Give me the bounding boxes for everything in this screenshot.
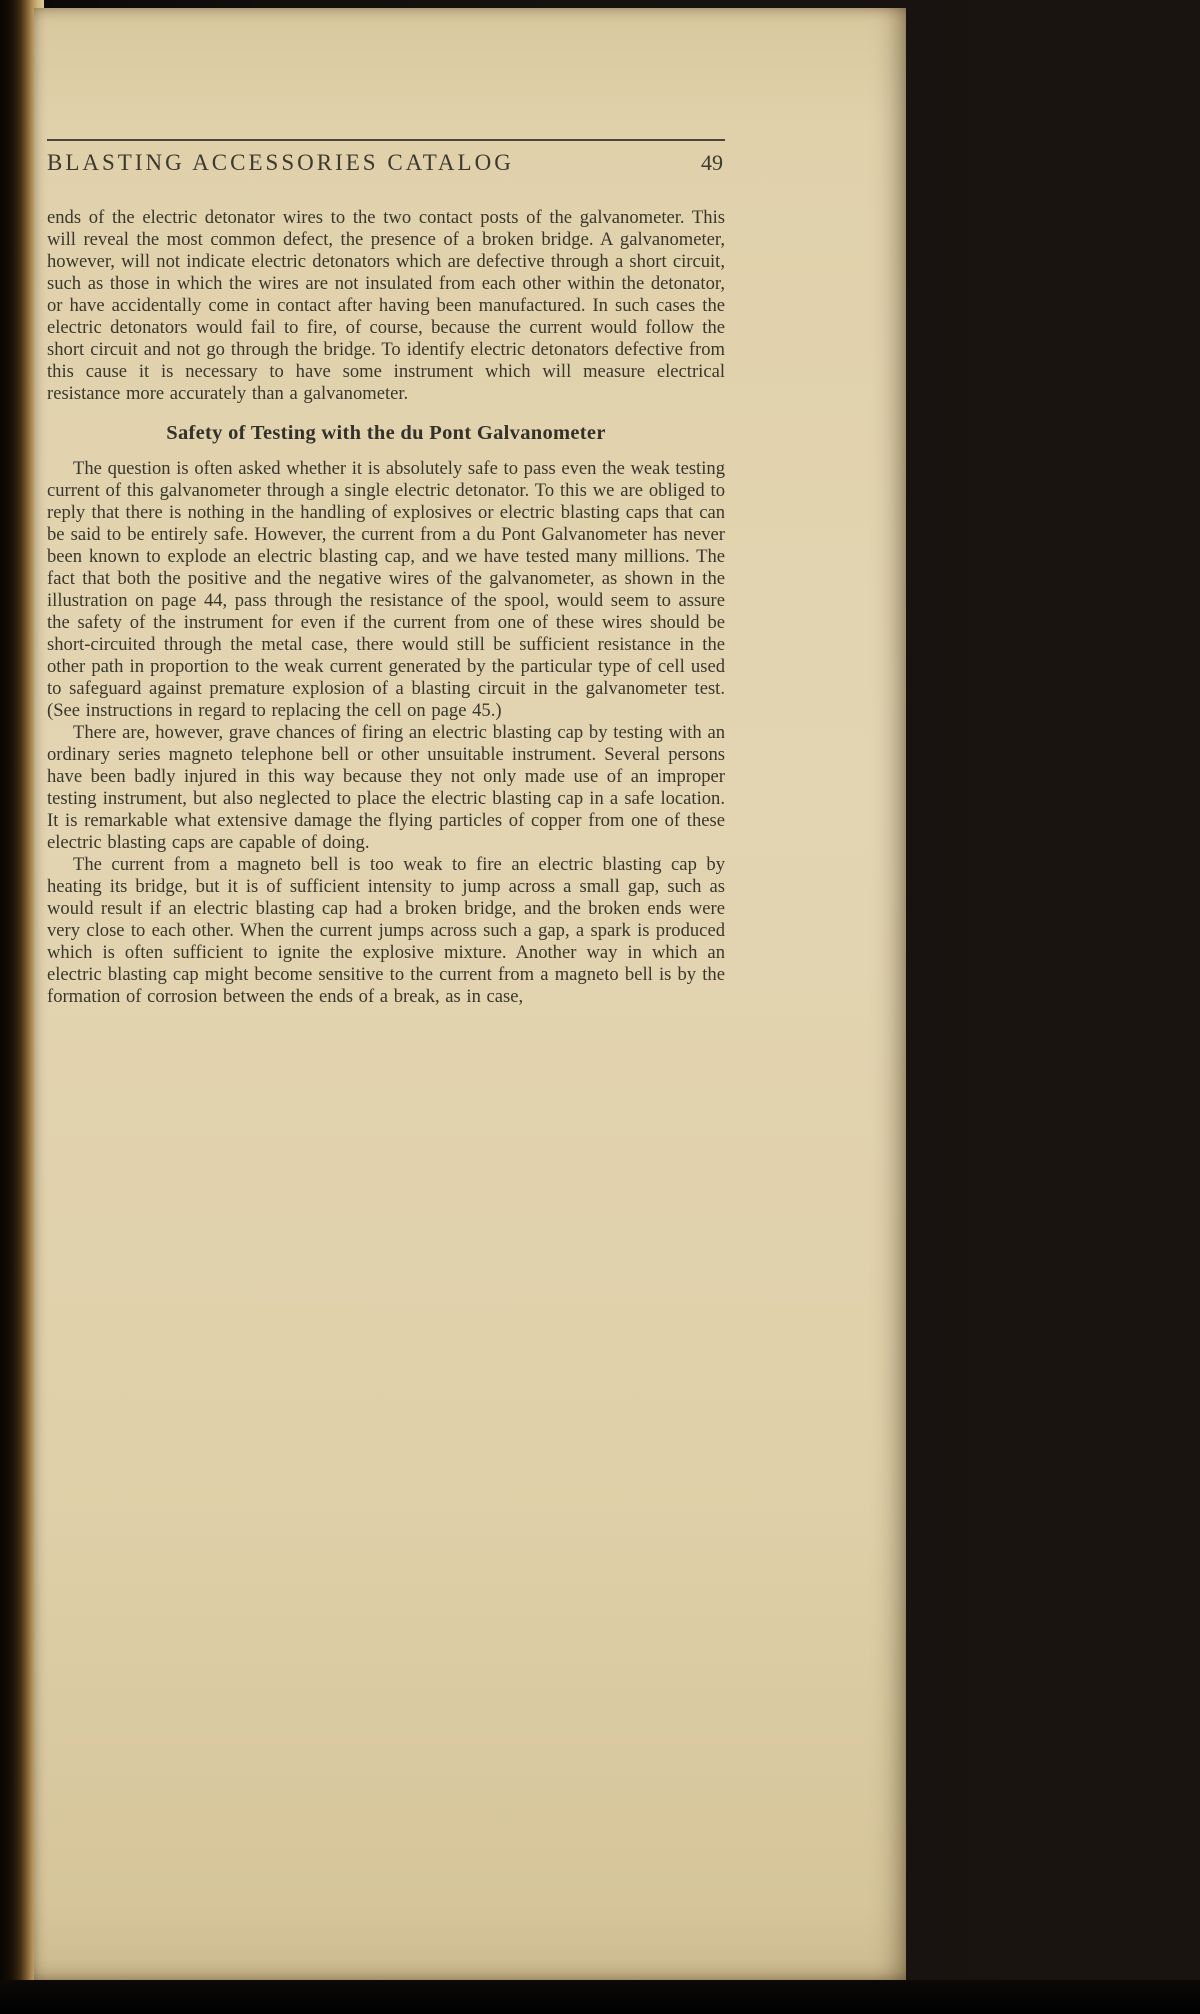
page-header [47,8,725,176]
header-rule [47,139,725,141]
running-title: BLASTING ACCESSORIES CATALOG [47,150,514,175]
body-paragraph-2: The question is often asked whether it is absolutely safe to pass even the weak testing current of this galvanometer through a single electric detonator. To this we are obliged to reply that there is nothing in the handling of explosives or electric blasting caps that can be said to be entirely safe. However, the current from a du Pont Galvanometer has never been known to explode an electric blasting cap, and we have tested many millions. The fact that both the positive and the negative wires of the galvanometer, as shown in the illustration on page 44, pass through the resistance of the spool, would seem to assure the safety of the instrument for even if the current from one of these wires should be short-circuited through the metal case, there would still be sufficient resistance in the other path in proportion to the weak current generated by the particular type of cell used to safeguard against premature explosion of a blasting circuit in the galvanometer test. (See instructions in regard to replacing the cell on page 45.) [47,458,725,721]
body-paragraph-3: There are, however, grave chances of firing an electric blasting cap by testing with an ordinary series magneto telephone bell or other unsuitable instrument. Several persons have been badly injured in this way because they not only made use of an improper testing instrument, but also neglected to place the electric blasting cap in a safe location. It is remarkable what extensive damage the flying particles of copper from one of these electric blasting caps are capable of doing. [47,722,725,853]
page-body [47,207,725,1008]
page-number: 49 [701,150,723,175]
scan-bottom-edge [0,1980,1200,2014]
text-column [47,8,725,1008]
body-paragraph-1: ends of the electric detonator wires to the two contact posts of the galvanometer. This will reveal the most common defect, the presence of a broken bridge. A galvanometer, however, will not indicate electric detonators which are defective through a short circuit, such as those in which the wires are not insulated from each other within the detonator, or have accidentally come in contact after having been manufactured. In such cases the electric detonators would fail to fire, of course, because the current would follow the short circuit and not go through the bridge. To identify electric detonators defective from this cause it is necessary to have some instrument which will measure electrical resistance more accurately than a galvanometer. [47,207,725,404]
body-paragraph-4: The current from a magneto bell is too weak to fire an electric blasting cap by heating its bridge, but it is of sufficient intensity to jump across a small gap, such as would result if an electric blasting cap had a broken bridge, and the broken ends were very close to each other. When the current jumps across such a gap, a spark is produced which is often sufficient to ignite the explosive mixture. Another way in which an electric blasting cap might become sensitive to the current from a magneto bell is by the formation of corrosion between the ends of a break, as in case, [47,854,725,1007]
section-heading: Safety of Testing with the du Pont Galvanometer [166,422,606,444]
header-row [47,150,725,176]
book-page [34,8,906,1980]
